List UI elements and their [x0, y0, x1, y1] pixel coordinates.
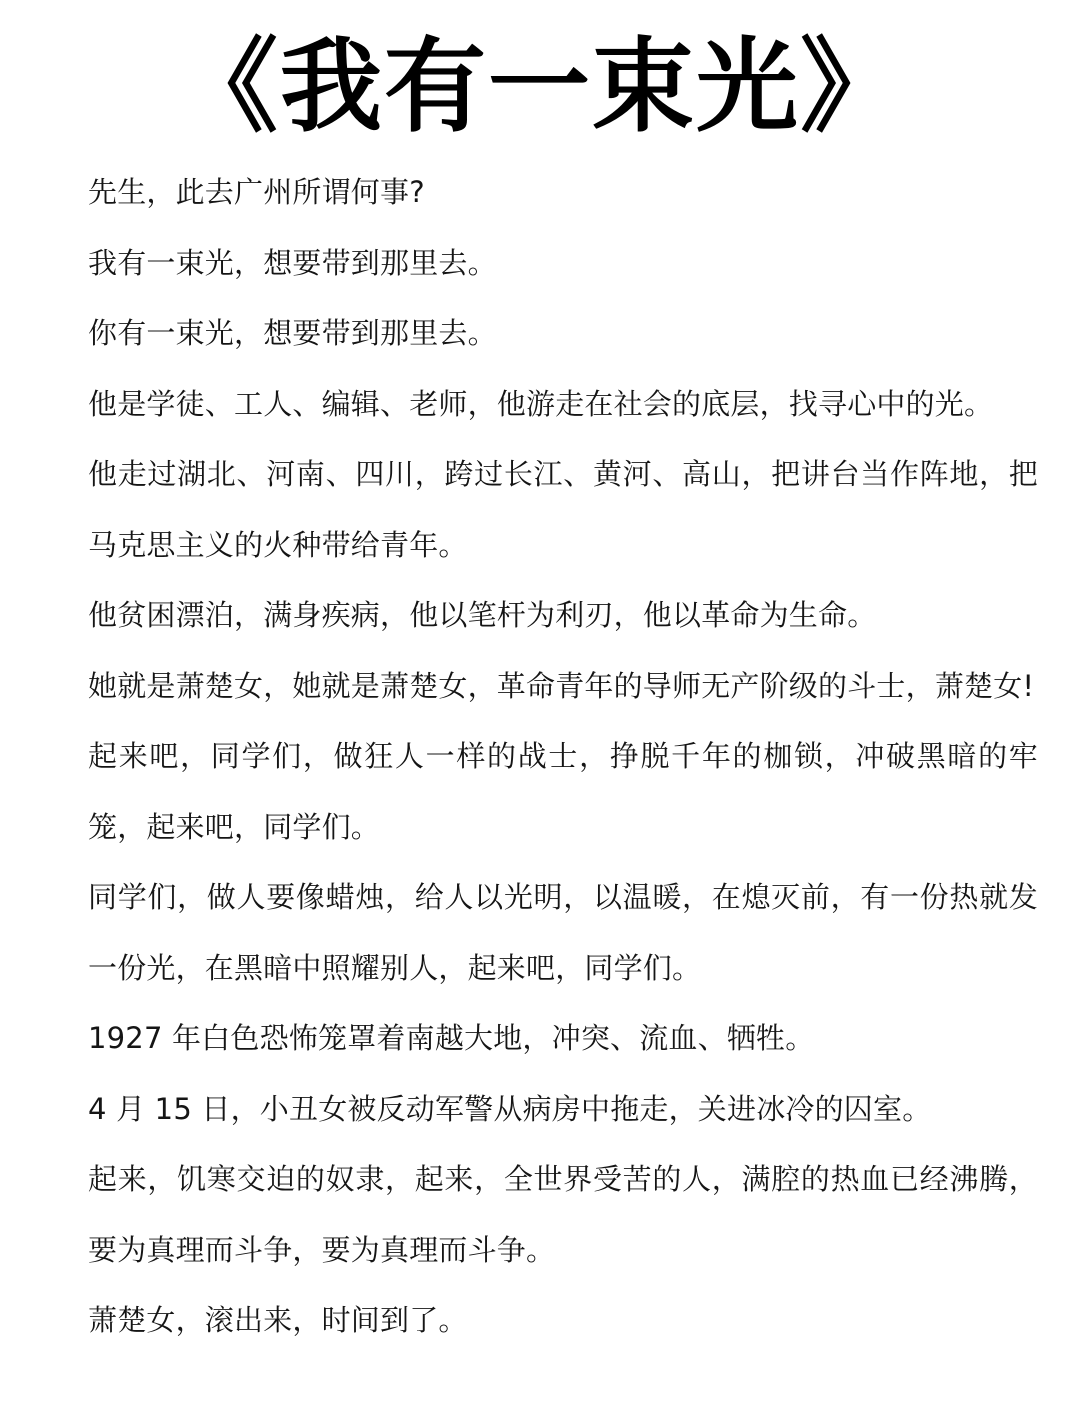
paragraph-12: 起来，饥寒交迫的奴隶，起来，全世界受苦的人，满腔的热血已经沸腾，要为真理而斗争，要为真理而斗争。 [88, 1162, 1038, 1267]
paragraph-7: 她就是萧楚女，她就是萧楚女，革命青年的导师无产阶级的斗士，萧楚女! [88, 668, 1035, 703]
paragraph-8: 起来吧，同学们，做狂人一样的战士，挣脱千年的枷锁，冲破黑暗的牢笼，起来吧，同学们。 [88, 739, 1038, 844]
paragraph-6: 他贫困漂泊，满身疾病，他以笔杆为利刃，他以革命为生命。 [88, 598, 877, 632]
paragraph-4: 他是学徒、工人、编辑、老师，他游走在社会的底层，找寻心中的光。 [88, 386, 994, 421]
script-text [88, 157, 1038, 1356]
paragraph-1: 先生，此去广州所谓何事? [88, 175, 425, 209]
paragraph-3: 你有一束光，想要带到那里去。 [88, 316, 497, 350]
paragraph-9: 同学们，做人要像蜡烛，给人以光明，以温暖，在熄灭前，有一份热就发一份光，在黑暗中照耀别人，起来吧，同学们。 [88, 880, 1038, 985]
paragraph-2: 我有一束光，想要带到那里去。 [88, 245, 497, 280]
paragraph-10: 1927 年白色恐怖笼罩着南越大地，冲突、流血、牺牲。 [88, 1021, 815, 1055]
paragraph-13: 萧楚女，滚出来，时间到了。 [88, 1303, 468, 1337]
paragraph-5: 他走过湖北、河南、四川，跨过长江、黄河、高山，把讲台当作阵地，把马克思主义的火种带给青年。 [88, 457, 1038, 562]
page-title: 《我有一束光》 [176, 28, 904, 147]
paragraph-11: 4 月 15 日，小丑女被反动军警从病房中拖走，关进冰冷的囚室。 [88, 1091, 932, 1126]
